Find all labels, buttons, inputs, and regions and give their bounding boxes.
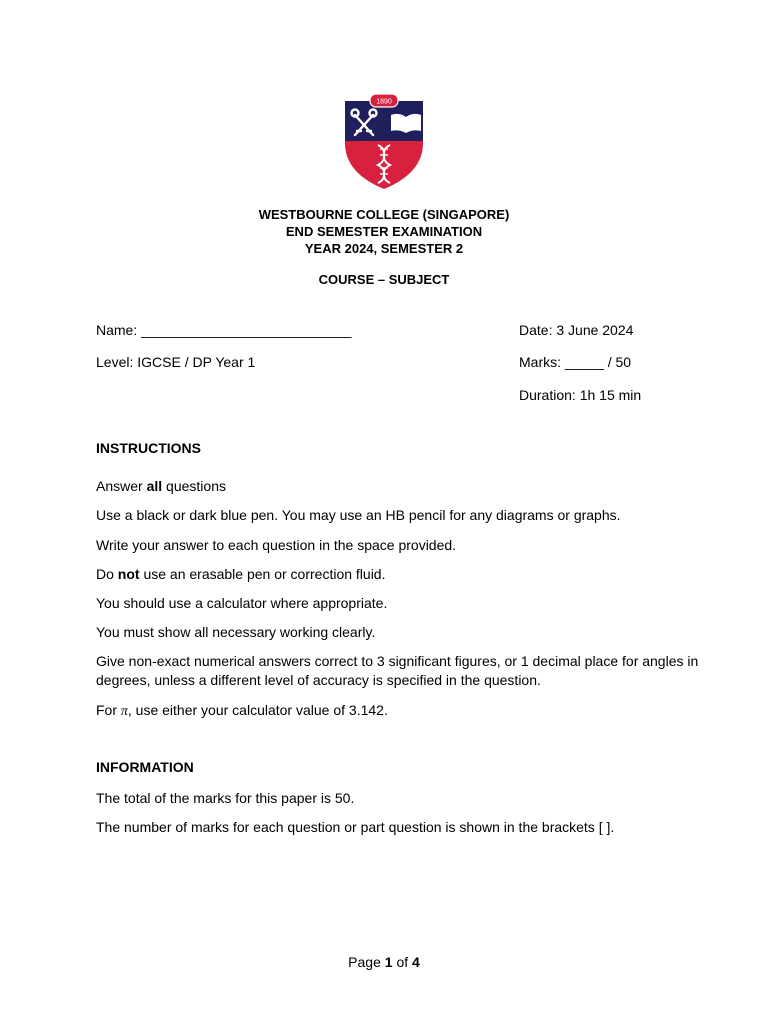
- information-marks-brackets: The number of marks for each question or part question is shown in the brackets [ ].: [96, 819, 615, 835]
- exam-date: Date: 3 June 2024: [519, 322, 634, 338]
- name-blank: ___________________________: [141, 322, 352, 338]
- exam-header: [0, 206, 768, 257]
- information-heading: INFORMATION: [96, 759, 194, 775]
- current-page: 1: [384, 954, 393, 970]
- marks-total: / 50: [607, 354, 632, 370]
- instruction-calculator: You should use a calculator where appropriate.: [96, 595, 388, 611]
- marks-field: [519, 353, 631, 371]
- instructions-heading: INSTRUCTIONS: [96, 440, 201, 456]
- name-field: [96, 321, 351, 339]
- college-crest-logo: [343, 93, 425, 190]
- college-name: WESTBOURNE COLLEGE (SINGAPORE): [258, 207, 510, 222]
- marks-blank: _____: [564, 354, 604, 370]
- instruction-text: , use either your calculator value of 3.142.: [127, 702, 388, 718]
- instruction-accuracy: Give non-exact numerical answers correct to 3 significant figures, or 1 decimal place for angles in degrees, unless a different level of accuracy is specified in the question.: [96, 653, 699, 688]
- total-pages: 4: [412, 954, 420, 970]
- pi-symbol: π: [120, 704, 128, 719]
- instruction-space: Write your answer to each question in the space provided.: [96, 537, 457, 553]
- instruction-pi: [96, 701, 706, 722]
- instruction-text: questions: [162, 478, 226, 494]
- instruction-text: use an erasable pen or correction fluid.: [139, 566, 386, 582]
- instruction-working: You must show all necessary working clearly.: [96, 624, 376, 640]
- marks-label: Marks:: [519, 354, 561, 370]
- exam-level: Level: IGCSE / DP Year 1: [96, 354, 256, 370]
- name-label: Name:: [96, 322, 138, 338]
- exam-duration: Duration: 1h 15 min: [519, 387, 642, 403]
- instruction-no-erasable: [96, 565, 706, 584]
- instruction-answer-all: [96, 477, 706, 496]
- of-word: of: [396, 954, 409, 970]
- information-total-marks: The total of the marks for this paper is 50.: [96, 790, 355, 806]
- crest-year: 1890: [376, 98, 392, 106]
- exam-term: YEAR 2024, SEMESTER 2: [304, 241, 464, 256]
- instruction-text: Do: [96, 566, 118, 582]
- instruction-emphasis: all: [146, 478, 163, 494]
- course-subject: COURSE – SUBJECT: [318, 272, 450, 287]
- instruction-text: Answer: [96, 478, 147, 494]
- instruction-emphasis: not: [117, 566, 140, 582]
- exam-title: END SEMESTER EXAMINATION: [285, 224, 483, 239]
- page-number: [0, 954, 768, 970]
- page-word: Page: [348, 954, 381, 970]
- instruction-pen: Use a black or dark blue pen. You may use an HB pencil for any diagrams or graphs.: [96, 507, 621, 523]
- instruction-text: For: [96, 702, 121, 718]
